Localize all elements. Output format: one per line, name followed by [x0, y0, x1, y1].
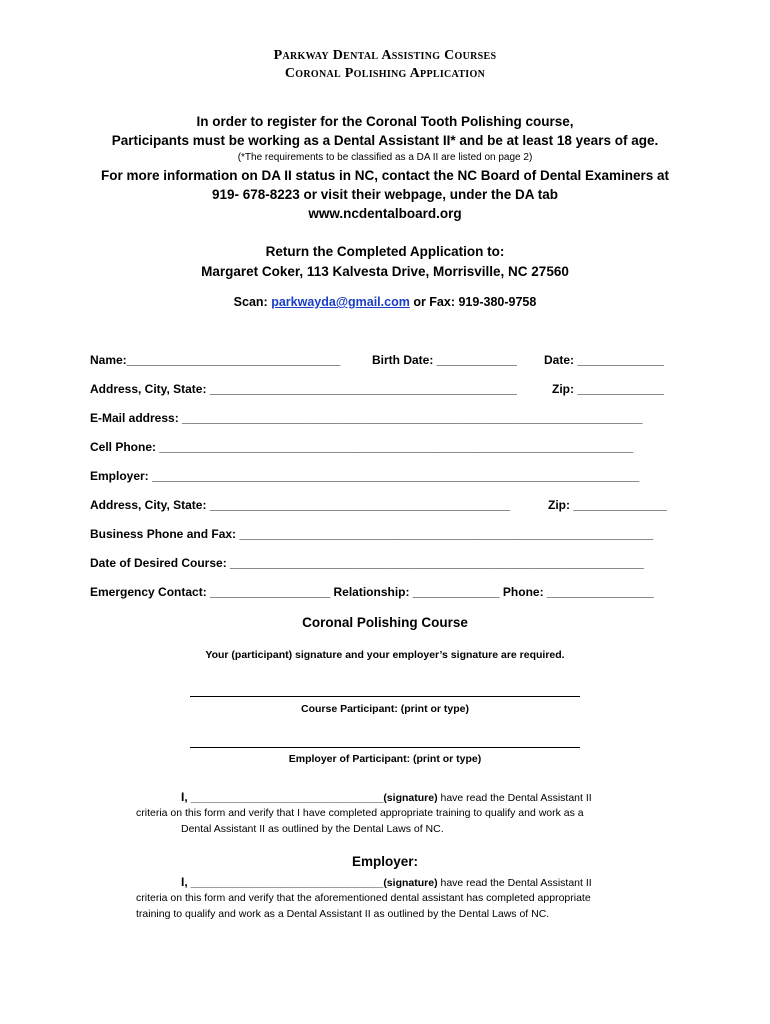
participant-statement-line-1 — [181, 790, 592, 804]
employer-label: Employer of Participant: (print or type) — [288, 753, 482, 765]
participant-statement-rest: have read the Dental Assistant II — [437, 792, 592, 804]
header-title: Parkway Dental Assisting Courses — [273, 48, 497, 63]
cell-phone-field[interactable]: Cell Phone: _______________________________________________________________________ — [90, 440, 634, 454]
info-line-1: For more information on DA II status in NC, contact the NC Board of Dental Examiners at — [100, 168, 670, 183]
employer-signature-label: (signature) — [383, 877, 438, 889]
business-phone-field[interactable]: Business Phone and Fax: ______________________________________________________________ — [90, 527, 654, 541]
employer-signature-blank[interactable]: _________________________________ — [190, 877, 384, 889]
address-field-1[interactable]: Address, City, State: ______________________________________________ — [90, 382, 517, 396]
signature-requirement: Your (participant) signature and your employer’s signature are required. — [205, 649, 565, 661]
name-field[interactable]: Name:________________________________ — [90, 353, 341, 367]
employer-statement-line-2: criteria on this form and verify that the aforementioned dental assistant has completed appropriate — [136, 892, 591, 904]
zip-field-2[interactable]: Zip: ______________ — [548, 498, 667, 512]
desired-course-date-field[interactable]: Date of Desired Course: ______________________________________________________________ — [90, 556, 644, 570]
email-field[interactable]: E-Mail address: _____________________________________________________________________ — [90, 411, 643, 425]
return-address: Margaret Coker, 113 Kalvesta Drive, Morrisville, NC 27560 — [201, 264, 569, 279]
email-link[interactable]: parkwayda@gmail.com — [271, 295, 410, 309]
participant-i: I, — [181, 790, 188, 804]
employer-heading: Employer: — [351, 854, 419, 869]
participant-statement-line-3: Dental Assistant II as outlined by the Dental Laws of NC. — [181, 823, 444, 835]
intro-line-1: In order to register for the Coronal Tooth Polishing course, — [196, 114, 574, 129]
scan-fax-line — [0, 295, 770, 309]
address-field-2[interactable]: Address, City, State: _____________________________________________ — [90, 498, 511, 512]
participant-signature-label: (signature) — [383, 792, 438, 804]
participant-label: Course Participant: (print or type) — [300, 703, 469, 715]
employer-statement-line-3: training to qualify and work as a Dental Assistant II as outlined by the Dental Laws of NC. — [136, 908, 550, 920]
participant-statement-line-2: criteria on this form and verify that I have completed appropriate training to qualify and work as a — [136, 807, 584, 819]
course-title: Coronal Polishing Course — [302, 615, 468, 630]
scan-label: Scan: — [233, 295, 268, 309]
employer-signature-line[interactable] — [190, 747, 580, 748]
date-field[interactable]: Date: _____________ — [544, 353, 665, 367]
website-text: www.ncdentalboard.org — [308, 206, 462, 221]
participant-signature-blank[interactable]: _________________________________ — [190, 792, 384, 804]
return-title: Return the Completed Application to: — [265, 244, 505, 259]
requirements-note: (*The requirements to be classified as a DA II are listed on page 2) — [237, 152, 533, 163]
zip-field-1[interactable]: Zip: _____________ — [552, 382, 665, 396]
employer-field[interactable]: Employer: _________________________________________________________________________ — [90, 469, 640, 483]
header-subtitle: Coronal Polishing Application — [284, 66, 486, 81]
birth-date-field[interactable]: Birth Date: ____________ — [372, 353, 517, 367]
info-line-2: 919- 678-8223 or visit their webpage, under the DA tab — [211, 187, 559, 202]
employer-i: I, — [181, 875, 188, 889]
intro-line-2: Participants must be working as a Dental Assistant II* and be at least 18 years of age. — [111, 133, 659, 148]
emergency-contact-field[interactable]: Emergency Contact: __________________ Relationship: _____________ Phone: ________________ — [90, 585, 654, 599]
employer-statement-line-1 — [181, 875, 592, 889]
participant-signature-line[interactable] — [190, 696, 580, 697]
fax-text: or Fax: 919-380-9758 — [413, 295, 537, 309]
employer-statement-rest: have read the Dental Assistant II — [437, 877, 592, 889]
